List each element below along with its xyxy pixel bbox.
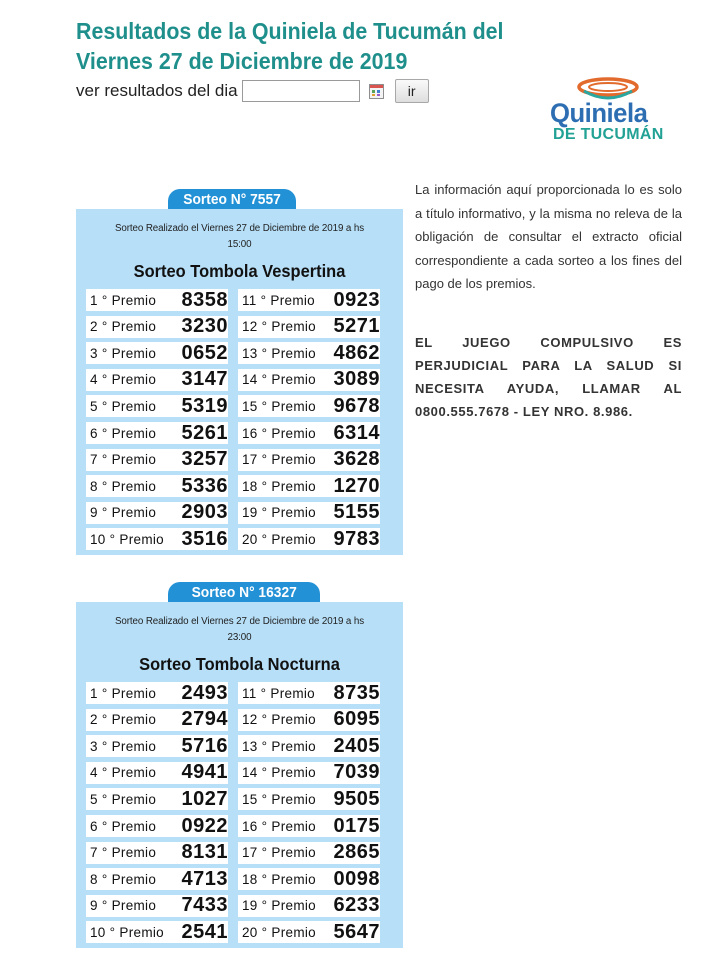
prize-cell	[86, 709, 228, 731]
prize-number: 3516	[181, 527, 228, 550]
prize-label: 20 ° Premio	[242, 531, 316, 547]
prize-label: 5 ° Premio	[90, 791, 157, 807]
prize-label: 15 ° Premio	[242, 791, 316, 807]
prize-cell	[238, 682, 380, 704]
prize-number: 2405	[333, 734, 380, 757]
prize-number: 3089	[333, 368, 380, 391]
prize-cell	[86, 788, 228, 810]
prize-cell	[238, 342, 380, 364]
draw-meta	[76, 221, 403, 253]
prize-number: 5336	[181, 474, 228, 497]
prize-cell	[86, 449, 228, 471]
prize-number: 3147	[181, 368, 228, 391]
date-label: ver resultados del dia	[76, 81, 238, 100]
prize-cell	[86, 475, 228, 497]
prize-number: 2903	[181, 501, 228, 524]
prize-number: 2541	[181, 920, 228, 943]
prize-label: 2 ° Premio	[90, 319, 157, 335]
prize-number: 7039	[333, 761, 380, 784]
prize-cell	[238, 528, 380, 550]
prize-label: 9 ° Premio	[90, 505, 157, 521]
page-title-line-2: Viernes 27 de Diciembre de 2019	[76, 48, 408, 74]
prize-label: 15 ° Premio	[242, 398, 316, 414]
prize-cell	[86, 868, 228, 890]
prize-label: 18 ° Premio	[242, 871, 316, 887]
prize-cell	[86, 502, 228, 524]
prize-number: 6233	[333, 894, 380, 917]
prize-cell	[238, 395, 380, 417]
prize-cell	[86, 682, 228, 704]
prize-label: 17 ° Premio	[242, 452, 316, 468]
prize-label: 7 ° Premio	[90, 845, 157, 861]
quiniela-logo	[550, 75, 668, 147]
date-search-row	[76, 78, 429, 104]
prize-cell	[238, 815, 380, 837]
prize-cell	[238, 475, 380, 497]
prize-label: 14 ° Premio	[242, 372, 316, 388]
prize-cell	[86, 842, 228, 864]
prize-cell	[238, 735, 380, 757]
prize-number: 0175	[333, 814, 380, 837]
prize-cell	[238, 422, 380, 444]
prize-cell	[86, 369, 228, 391]
prize-label: 6 ° Premio	[90, 425, 157, 441]
prize-number: 2794	[181, 708, 228, 731]
prize-number: 7433	[181, 894, 228, 917]
prize-number: 4862	[333, 341, 380, 364]
prize-number: 8131	[181, 841, 228, 864]
prize-label: 7 ° Premio	[90, 452, 157, 468]
prize-cell	[238, 289, 380, 311]
prize-label: 14 ° Premio	[242, 765, 316, 781]
prize-label: 12 ° Premio	[242, 319, 316, 335]
page-title	[76, 16, 513, 76]
page-title-line-1: Resultados de la Quiniela de Tucumán del	[76, 18, 504, 44]
prize-label: 4 ° Premio	[90, 765, 157, 781]
prize-label: 1 ° Premio	[90, 292, 157, 308]
prize-label: 9 ° Premio	[90, 898, 157, 914]
info-disclaimer: La información aquí proporcionada lo es solo a título informativo, y la misma no releva de la obligación de consultar el extracto oficial correspondiente a cada sorteo a los fines del pago de los premios.	[415, 182, 682, 291]
draw-panel-2	[76, 602, 403, 948]
prize-number: 4941	[181, 761, 228, 784]
prize-cell	[238, 762, 380, 784]
prize-cell	[86, 422, 228, 444]
logo-wordmark: Quiniela	[550, 98, 648, 128]
prize-number: 8358	[181, 288, 228, 311]
prize-number: 8735	[333, 681, 380, 704]
prize-number: 3628	[333, 448, 380, 471]
prize-number: 5319	[181, 394, 228, 417]
prize-number: 0923	[333, 288, 380, 311]
draw-tab-2	[168, 582, 320, 602]
draw-number: Sorteo N° 7557	[183, 190, 281, 208]
prize-cell	[86, 735, 228, 757]
draw-number: Sorteo N° 16327	[191, 583, 297, 601]
prize-number: 0922	[181, 814, 228, 837]
draw-panel-1	[76, 209, 403, 555]
draw-meta	[76, 614, 403, 646]
prize-number: 0652	[181, 341, 228, 364]
date-input[interactable]	[242, 80, 360, 102]
prize-number: 9505	[333, 787, 380, 810]
draw-meta-line: Sorteo Realizado el Viernes 27 de Diciembre de 2019 a hs	[114, 223, 365, 234]
go-button[interactable]: ir	[395, 79, 429, 103]
prize-label: 17 ° Premio	[242, 845, 316, 861]
prize-number: 9783	[333, 527, 380, 550]
prize-number: 5716	[181, 734, 228, 757]
draw-meta-time: 15:00	[227, 239, 252, 250]
prize-label: 3 ° Premio	[90, 345, 157, 361]
prize-cell	[86, 895, 228, 917]
prize-label: 13 ° Premio	[242, 738, 316, 754]
prize-label: 3 ° Premio	[90, 738, 157, 754]
prize-label: 2 ° Premio	[90, 712, 157, 728]
prize-number: 1027	[181, 787, 228, 810]
prize-label: 19 ° Premio	[242, 505, 316, 521]
draw-tab-1	[168, 189, 296, 209]
prize-label: 16 ° Premio	[242, 425, 316, 441]
prize-cell	[238, 502, 380, 524]
prize-label: 10 ° Premio	[90, 924, 164, 940]
prize-cell	[86, 342, 228, 364]
prize-cell	[86, 815, 228, 837]
prize-label: 11 ° Premio	[242, 685, 315, 701]
prize-number: 5155	[333, 501, 380, 524]
draw-meta-line: Sorteo Realizado el Viernes 27 de Diciembre de 2019 a hs	[114, 616, 365, 627]
draw-name: Sorteo Tombola Nocturna	[139, 654, 340, 674]
prize-label: 6 ° Premio	[90, 818, 157, 834]
prize-number: 2865	[333, 841, 380, 864]
prize-label: 12 ° Premio	[242, 712, 316, 728]
prize-label: 1 ° Premio	[90, 685, 157, 701]
prize-cell	[238, 921, 380, 943]
prize-label: 5 ° Premio	[90, 398, 157, 414]
draw-meta-time: 23:00	[227, 632, 252, 643]
prize-label: 18 ° Premio	[242, 478, 316, 494]
prize-number: 5261	[181, 421, 228, 444]
gambling-warning: EL JUEGO COMPULSIVO ES PERJUDICIAL PARA LA SALUD SI NECESITA AYUDA, LLAMAR AL 0800.555.7678 - LEY NRO. 8.986.	[415, 335, 682, 419]
prize-cell	[86, 395, 228, 417]
prize-label: 4 ° Premio	[90, 372, 157, 388]
prize-cell	[238, 842, 380, 864]
prize-number: 4713	[181, 867, 228, 890]
draw-name: Sorteo Tombola Vespertina	[133, 261, 346, 281]
prize-cell	[238, 788, 380, 810]
prize-label: 8 ° Premio	[90, 871, 157, 887]
prize-cell	[238, 316, 380, 338]
prize-cell	[238, 709, 380, 731]
prize-cell	[238, 895, 380, 917]
prize-label: 10 ° Premio	[90, 531, 164, 547]
prize-label: 11 ° Premio	[242, 292, 315, 308]
prize-number: 6095	[333, 708, 380, 731]
prize-label: 16 ° Premio	[242, 818, 316, 834]
prize-number: 0098	[333, 867, 380, 890]
prize-label: 13 ° Premio	[242, 345, 316, 361]
prize-cell	[86, 921, 228, 943]
calendar-icon[interactable]	[369, 84, 384, 99]
prize-number: 3257	[181, 448, 228, 471]
prize-number: 1270	[333, 474, 380, 497]
logo-subtitle: DE TUCUMÁN	[553, 126, 664, 143]
prize-cell	[238, 868, 380, 890]
prize-cell	[238, 369, 380, 391]
prize-cell	[86, 762, 228, 784]
prize-cell	[86, 528, 228, 550]
prize-cell	[86, 289, 228, 311]
prize-number: 3230	[181, 315, 228, 338]
prize-number: 5271	[333, 315, 380, 338]
prize-cell	[86, 316, 228, 338]
prize-number: 2493	[181, 681, 228, 704]
prize-number: 6314	[333, 421, 380, 444]
prize-number: 9678	[333, 394, 380, 417]
prize-number: 5647	[333, 920, 380, 943]
prize-cell	[238, 449, 380, 471]
prize-label: 19 ° Premio	[242, 898, 316, 914]
prize-label: 20 ° Premio	[242, 924, 316, 940]
prize-label: 8 ° Premio	[90, 478, 157, 494]
